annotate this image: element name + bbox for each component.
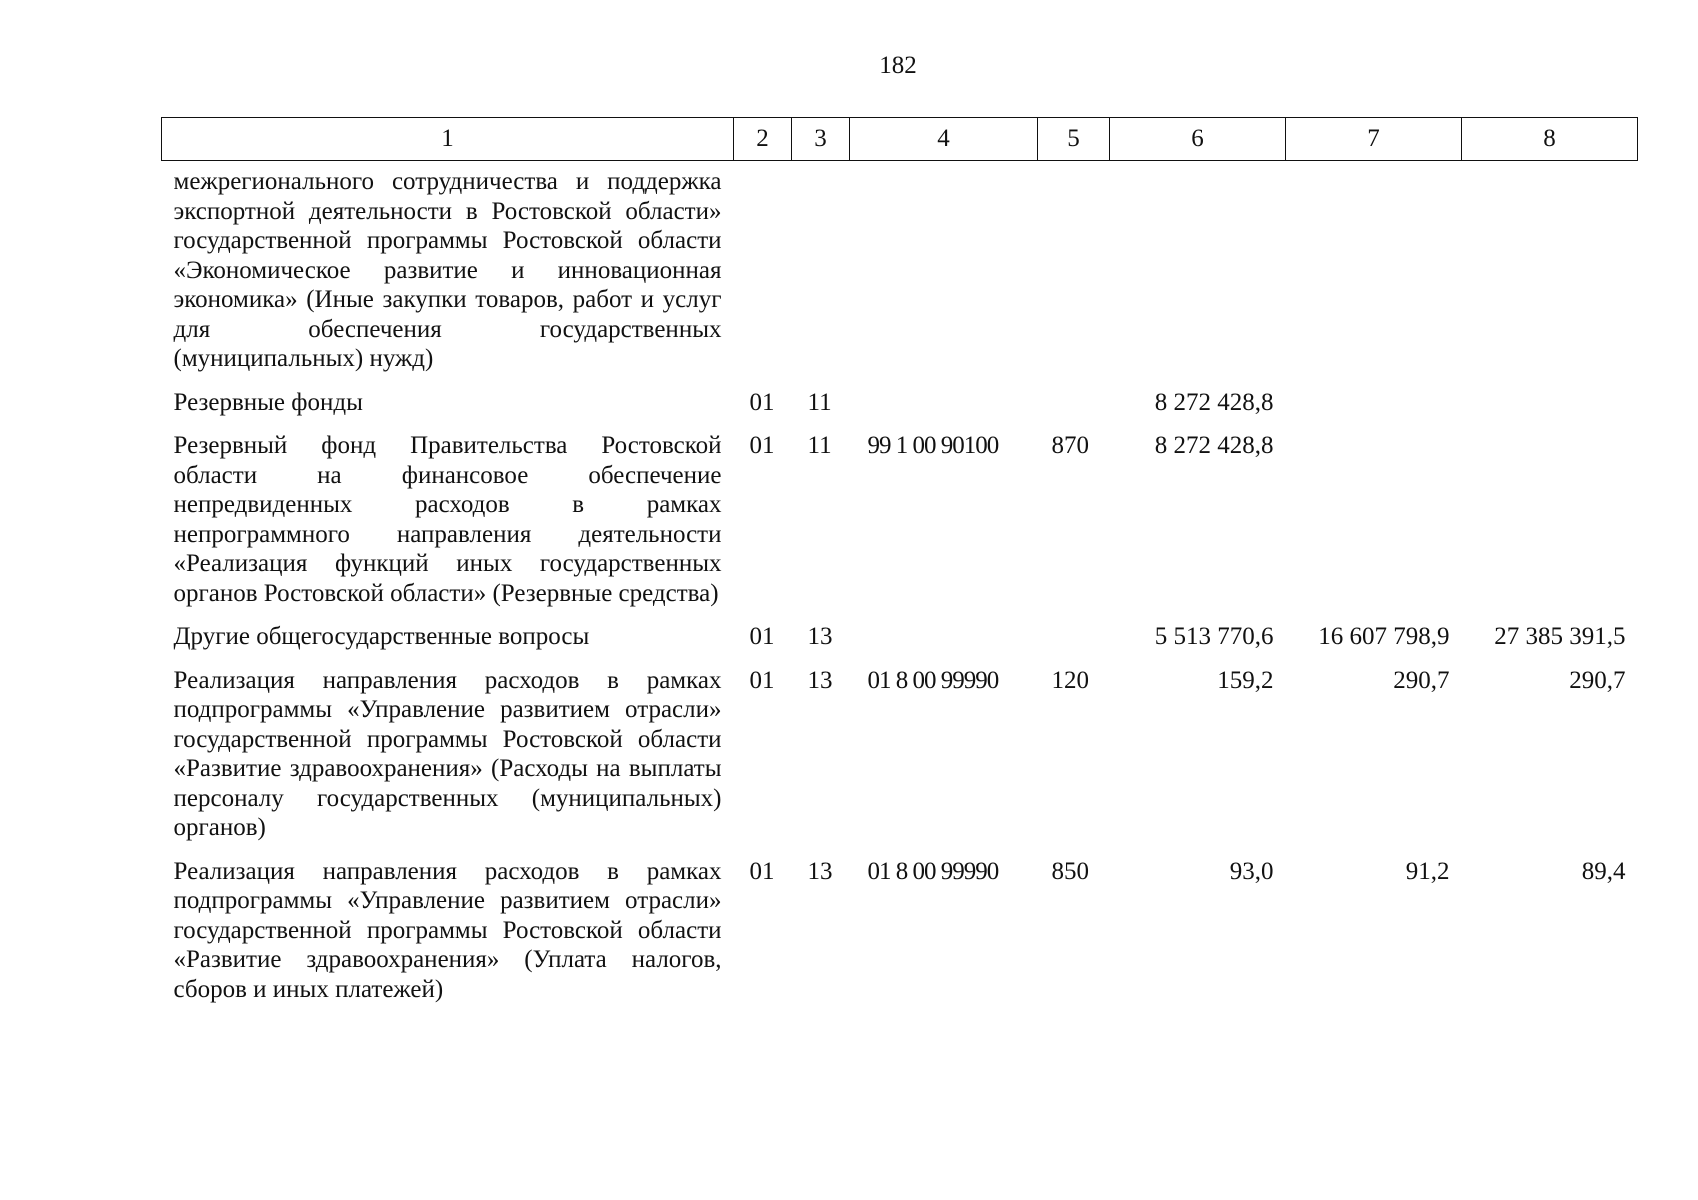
- table-row: [162, 161, 1638, 388]
- row-name: Реализация направления расходов в рамках подпрограммы «Управление развитием отрасли» государственной программы Ростовской области «Развитие здравоохранения» (Уплата налогов, сборов и иных платежей): [173, 857, 722, 1003]
- row-amount-year-1: 8 272 428,8: [1154, 388, 1274, 416]
- row-amount-year-2: [1286, 388, 1462, 432]
- row-amount-year-1: 5 513 770,6: [1154, 623, 1274, 650]
- row-subsection-code: 13: [807, 857, 833, 885]
- row-amount-year-3: 89,4: [1581, 857, 1626, 885]
- header-col-3: 3: [792, 118, 850, 161]
- table-row: [162, 622, 1638, 666]
- row-target-article: [850, 622, 1038, 666]
- row-amount-year-2: 290,7: [1393, 666, 1450, 694]
- row-name: Резервные фонды: [173, 388, 363, 416]
- row-amount-year-1: 159,2: [1217, 666, 1274, 694]
- row-target-article: 01 8 00 99990: [867, 666, 999, 694]
- row-amount-year-3: [1462, 388, 1638, 432]
- row-amount-year-1: [1110, 161, 1286, 388]
- row-subsection-code: 11: [807, 388, 832, 416]
- row-section-code: 01: [749, 432, 775, 459]
- header-col-4: 4: [850, 118, 1038, 161]
- table-row: [162, 857, 1638, 1019]
- row-subsection-code: 13: [807, 666, 833, 694]
- row-target-article: 99 1 00 90100: [867, 432, 999, 459]
- row-amount-year-3: 27 385 391,5: [1494, 623, 1626, 650]
- row-amount-year-3: [1462, 431, 1638, 622]
- header-row: [162, 118, 1638, 161]
- row-expense-type: 120: [1051, 666, 1089, 694]
- row-target-article: 01 8 00 99990: [867, 857, 999, 885]
- row-amount-year-1: 93,0: [1229, 857, 1274, 885]
- table-row: [162, 666, 1638, 857]
- row-name: межрегионального сотрудничества и поддержка экспортной деятельности в Ростовской области» государственной программы Ростовской области «Экономическое развитие и инновационная экономика» (Иные закупки товаров, работ и услуг для обеспечения государственных (муниципальных) нужд): [173, 168, 722, 372]
- table-row: [162, 388, 1638, 432]
- budget-table: [161, 117, 1638, 1018]
- row-expense-type: [1038, 622, 1110, 666]
- row-subsection-code: 13: [807, 623, 833, 650]
- row-amount-year-2: [1286, 161, 1462, 388]
- table-row: [162, 431, 1638, 622]
- row-expense-type: 870: [1051, 432, 1089, 459]
- row-section-code: 01: [749, 857, 775, 885]
- row-name: Реализация направления расходов в рамках подпрограммы «Управление развитием отрасли» государственной программы Ростовской области «Развитие здравоохранения» (Расходы на выплаты персоналу государственных (муниципальных) органов): [173, 666, 722, 841]
- row-section-code: 01: [749, 388, 775, 416]
- row-section-code: 01: [749, 666, 775, 694]
- row-subsection-code: 11: [807, 432, 832, 459]
- table-header: [162, 118, 1638, 161]
- table-body: [162, 161, 1638, 1019]
- row-expense-type: [1038, 161, 1110, 388]
- row-amount-year-3: 290,7: [1569, 666, 1626, 694]
- row-amount-year-2: 16 607 798,9: [1318, 623, 1450, 650]
- row-amount-year-3: [1462, 161, 1638, 388]
- row-name: Другие общегосударственные вопросы: [173, 623, 590, 650]
- row-amount-year-2: 91,2: [1405, 857, 1450, 885]
- row-expense-type: [1038, 388, 1110, 432]
- header-col-6: 6: [1110, 118, 1286, 161]
- row-section-code: [734, 161, 792, 388]
- row-target-article: [850, 161, 1038, 388]
- header-col-8: 8: [1462, 118, 1638, 161]
- row-section-code: 01: [749, 623, 775, 650]
- header-col-5: 5: [1038, 118, 1110, 161]
- row-subsection-code: [792, 161, 850, 388]
- header-col-1: 1: [162, 118, 734, 161]
- header-col-7: 7: [1286, 118, 1462, 161]
- row-target-article: [850, 388, 1038, 432]
- header-col-2: 2: [734, 118, 792, 161]
- row-amount-year-1: 8 272 428,8: [1154, 432, 1274, 459]
- row-amount-year-2: [1286, 431, 1462, 622]
- page-number: 182: [879, 52, 917, 79]
- row-expense-type: 850: [1051, 857, 1089, 885]
- row-name: Резервный фонд Правительства Ростовской области на финансовое обеспечение непредвиденных расходов в рамках непрограммного направления деятельности «Реализация функций иных государственных органов Ростовской области» (Резервные средства): [173, 432, 722, 607]
